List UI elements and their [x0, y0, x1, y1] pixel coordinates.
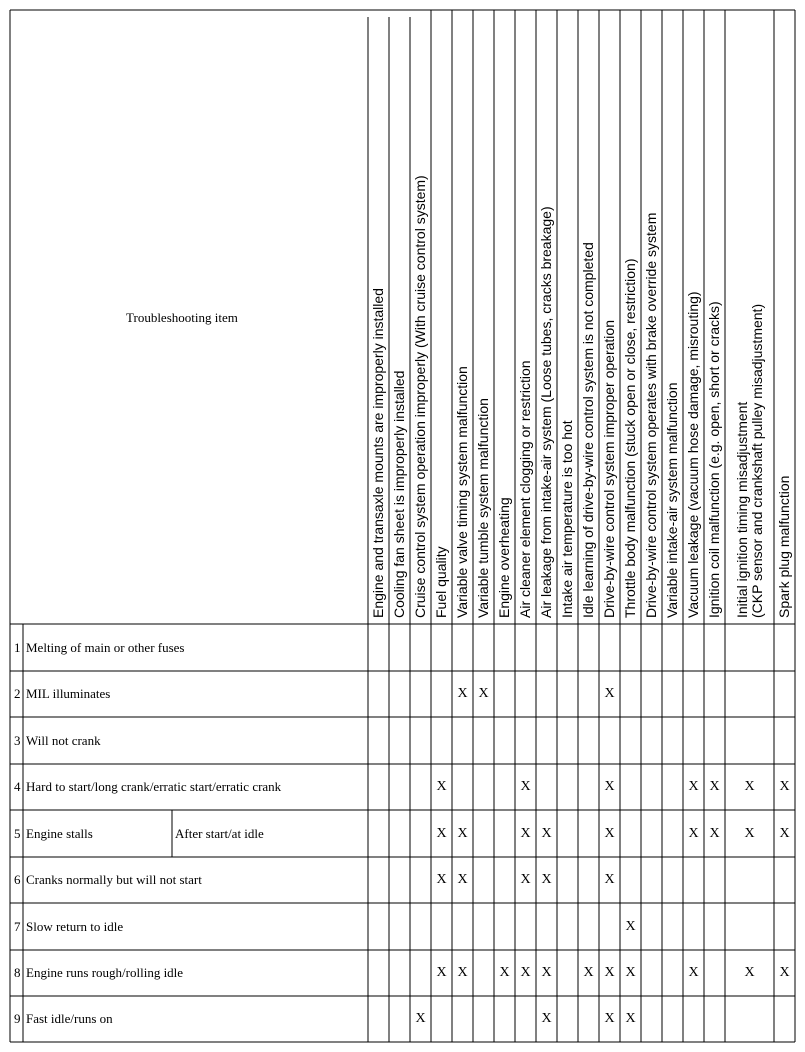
applicability-mark: X [709, 825, 720, 841]
column-header-label: Variable intake-air system malfunction [664, 382, 680, 618]
applicability-mark: X [541, 872, 552, 887]
applicability-mark: X [457, 686, 468, 701]
applicability-mark: X [436, 779, 447, 794]
applicability-mark: X [779, 825, 790, 841]
row-item-label: Melting of main or other fuses [26, 639, 185, 655]
applicability-mark: X [541, 1011, 552, 1026]
row-item-label: Fast idle/runs on [26, 1011, 113, 1026]
column-header-label: (CKP sensor and crankshaft pulley misadjustment) [748, 303, 765, 618]
applicability-mark: X [541, 825, 552, 841]
applicability-mark: X [744, 825, 755, 841]
column-header-label: Cooling fan sheet is improperly installed [391, 370, 407, 618]
applicability-mark: X [541, 965, 552, 980]
row-number: 7 [14, 918, 21, 934]
applicability-mark: X [604, 779, 615, 794]
applicability-mark: X [709, 779, 720, 794]
applicability-mark: X [478, 686, 489, 701]
applicability-mark: X [436, 872, 447, 887]
applicability-mark: X [688, 779, 699, 794]
row-item-label: Slow return to idle [26, 918, 124, 934]
applicability-mark: X [625, 918, 636, 934]
column-header-label: Throttle body malfunction (stuck open or close, restriction) [622, 258, 638, 618]
applicability-mark: X [457, 965, 468, 980]
row-number: 4 [14, 779, 21, 794]
column-header-label: Air leakage from intake-air system (Loose tubes, cracks breakage) [538, 206, 554, 618]
column-header-label: Initial ignition timing misadjustment [733, 401, 750, 618]
column-header-label: Variable valve timing system malfunction [454, 366, 470, 618]
column-header-label: Cruise control system operation improperly (With cruise control system) [412, 175, 428, 618]
column-header-label: Engine and transaxle mounts are improperly installed [370, 288, 386, 618]
column-header-label: Idle learning of drive-by-wire control system is not completed [580, 242, 596, 618]
applicability-mark: X [520, 872, 531, 887]
column-header-label: Drive-by-wire control system improper operation [601, 320, 617, 618]
row-number: 1 [14, 639, 21, 655]
applicability-mark: X [604, 825, 615, 841]
applicability-mark: X [604, 1011, 615, 1026]
header-title: Troubleshooting item [126, 310, 238, 325]
applicability-mark: X [604, 872, 615, 887]
applicability-mark: X [744, 965, 755, 980]
row-number: 6 [14, 872, 21, 887]
applicability-mark: X [604, 686, 615, 701]
row-item-label: MIL illuminates [26, 686, 111, 701]
column-header-label: Intake air temperature is too hot [559, 420, 575, 618]
applicability-mark: X [688, 965, 699, 980]
column-header-label: Spark plug malfunction [776, 475, 792, 618]
column-header-label: Engine overheating [496, 497, 512, 618]
applicability-mark: X [520, 965, 531, 980]
applicability-mark: X [520, 779, 531, 794]
applicability-mark: X [604, 965, 615, 980]
row-item-label: Cranks normally but will not start [26, 872, 202, 887]
applicability-mark: X [415, 1011, 426, 1026]
applicability-mark: X [688, 825, 699, 841]
applicability-mark: X [625, 1011, 636, 1026]
column-header-label: Ignition coil malfunction (e.g. open, short or cracks) [706, 301, 722, 618]
column-header-label: Variable tumble system malfunction [475, 398, 491, 618]
row-number: 2 [14, 686, 21, 701]
row-item-label: Will not crank [26, 732, 101, 748]
applicability-mark: X [436, 965, 447, 980]
column-header-label: Vacuum leakage (vacuum hose damage, misrouting) [685, 291, 701, 618]
applicability-mark: X [499, 965, 510, 980]
applicability-mark: X [625, 965, 636, 980]
column-header-label: Drive-by-wire control system operates with brake override system [643, 212, 659, 618]
row-item-label: Hard to start/long crank/erratic start/erratic crank [26, 779, 282, 794]
applicability-mark: X [436, 825, 447, 841]
row-number: 9 [14, 1011, 21, 1026]
applicability-mark: X [457, 825, 468, 841]
applicability-mark: X [520, 825, 531, 841]
applicability-mark: X [457, 872, 468, 887]
row-number: 3 [14, 732, 21, 748]
row-number: 5 [14, 825, 21, 841]
column-header-label: Air cleaner element clogging or restriction [517, 360, 533, 618]
column-header-label: Fuel quality [433, 546, 449, 618]
applicability-mark: X [744, 779, 755, 794]
row-subitem-label: After start/at idle [175, 825, 264, 841]
row-item-label: Engine stalls [26, 825, 93, 841]
row-number: 8 [14, 965, 21, 980]
row-item-label: Engine runs rough/rolling idle [26, 965, 184, 980]
applicability-mark: X [583, 965, 594, 980]
applicability-mark: X [779, 779, 790, 794]
applicability-mark: X [779, 965, 790, 980]
